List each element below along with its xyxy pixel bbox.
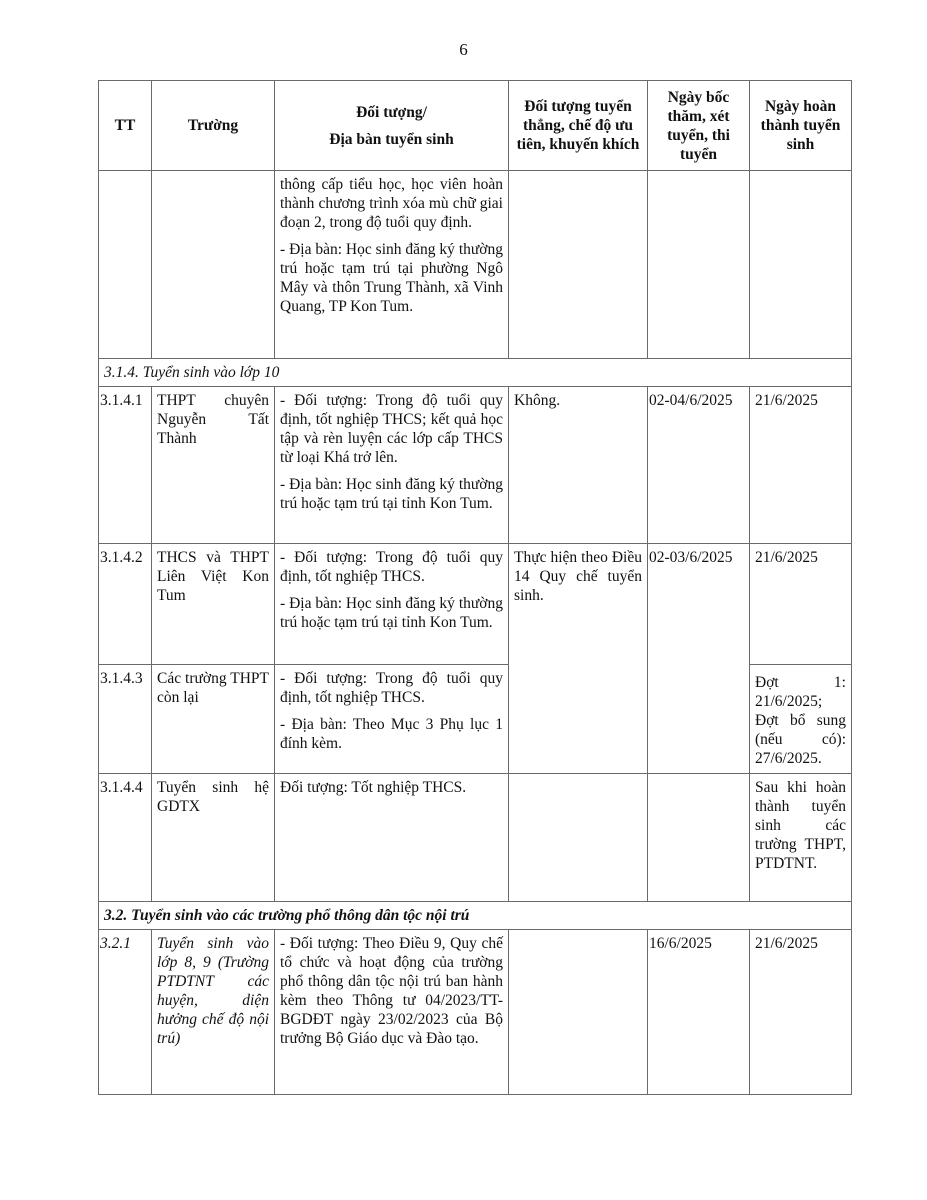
cell-tt: [99, 171, 152, 359]
cell-tt: 3.2.1: [99, 930, 152, 1095]
target-paragraph: Đối tượng: Tốt nghiệp THCS.: [280, 779, 467, 796]
cell-priority: [509, 930, 648, 1095]
cell-priority: Thực hiện theo Điều 14 Quy chế tuyển sinh.: [509, 544, 648, 774]
header-target: [275, 81, 509, 171]
cell-exam-date: 02-04/6/2025: [648, 387, 750, 544]
target-paragraph: - Địa bàn: Học sinh đăng ký thường trú hoặc tạm trú tại phường Ngô Mây và thôn Trung Thành, xã Vinh Quang, TP Kon Tum.: [280, 241, 503, 315]
table-row-continuation: [99, 171, 852, 359]
cell-school: THCS và THPT Liên Việt Kon Tum: [152, 544, 275, 665]
target-paragraph: - Đối tượng: Trong độ tuổi quy định, tốt nghiệp THCS.: [280, 670, 503, 706]
cell-tt: 3.1.4.4: [99, 774, 152, 902]
cell-school: Tuyển sinh vào lớp 8, 9 (Trường PTDTNT các huyện, diện hưởng chế độ nội trú): [152, 930, 275, 1095]
cell-complete-date: 21/6/2025: [750, 387, 852, 544]
cell-school: Các trường THPT còn lại: [152, 665, 275, 774]
section-title: 3.1.4. Tuyển sinh vào lớp 10: [99, 359, 852, 387]
cell-target: [275, 171, 509, 359]
section-row-3-2: [99, 902, 852, 930]
header-tt: TT: [99, 81, 152, 171]
cell-priority: [509, 774, 648, 902]
cell-target: [275, 930, 509, 1095]
header-exam-date: Ngày bốc thăm, xét tuyển, thi tuyển: [648, 81, 750, 171]
cell-exam-date: 16/6/2025: [648, 930, 750, 1095]
cell-complete-date: [750, 171, 852, 359]
admissions-schedule-table: [98, 80, 852, 1095]
table-header-row: [99, 81, 852, 171]
section-row-3-1-4: [99, 359, 852, 387]
cell-school: Tuyển sinh hệ GDTX: [152, 774, 275, 902]
cell-exam-date: 02-03/6/2025: [648, 544, 750, 774]
header-school: Trường: [152, 81, 275, 171]
cell-priority: [509, 171, 648, 359]
header-priority: Đối tượng tuyển thẳng, chế độ ưu tiên, khuyến khích: [509, 81, 648, 171]
target-paragraph: - Đối tượng: Trong độ tuổi quy định, tốt nghiệp THCS.: [280, 549, 503, 585]
cell-exam-date: [648, 774, 750, 902]
cell-priority: Không.: [509, 387, 648, 544]
cell-target: [275, 387, 509, 544]
table-row: [99, 930, 852, 1095]
header-target-line2: Địa bàn tuyển sinh: [329, 130, 454, 148]
cell-tt: 3.1.4.2: [99, 544, 152, 665]
cell-tt: 3.1.4.3: [99, 665, 152, 774]
header-complete-date: Ngày hoàn thành tuyển sinh: [750, 81, 852, 171]
target-paragraph: - Đối tượng: Trong độ tuổi quy định, tốt nghiệp THCS; kết quả học tập và rèn luyện các lớp cấp THCS từ loại Khá trở lên.: [280, 392, 503, 466]
target-paragraph: thông cấp tiểu học, học viên hoàn thành chương trình xóa mù chữ giai đoạn 2, trong độ tuổi quy định.: [280, 176, 503, 231]
cell-complete-date: 21/6/2025: [750, 930, 852, 1095]
cell-target: [275, 774, 509, 902]
cell-complete-date: 21/6/2025: [750, 544, 852, 665]
cell-complete-date: Sau khi hoàn thành tuyển sinh các trường THPT, PTDTNT.: [750, 774, 852, 902]
page-number: 6: [459, 40, 468, 59]
target-paragraph: - Đối tượng: Theo Điều 9, Quy chế tổ chức và hoạt động của trường phổ thông dân tộc nội trú ban hành kèm theo Thông tư 04/2023/TT-BGDĐT ngày 23/02/2023 của Bộ trưởng Bộ Giáo dục và Đào tạo.: [280, 935, 503, 1047]
target-paragraph: - Địa bàn: Học sinh đăng ký thường trú hoặc tạm trú tại tỉnh Kon Tum.: [280, 595, 503, 631]
table-row: [99, 387, 852, 544]
cell-complete-date: Đợt 1: 21/6/2025; Đợt bổ sung (nếu có): 27/6/2025.: [750, 665, 852, 774]
cell-target: [275, 544, 509, 665]
header-target-line1: Đối tượng/: [356, 103, 427, 121]
cell-target: [275, 665, 509, 774]
table-row: [99, 774, 852, 902]
cell-exam-date: [648, 171, 750, 359]
cell-tt: 3.1.4.1: [99, 387, 152, 544]
table-row: [99, 544, 852, 665]
cell-school: [152, 171, 275, 359]
section-title: 3.2. Tuyển sinh vào các trường phổ thông dân tộc nội trú: [99, 902, 852, 930]
target-paragraph: - Địa bàn: Học sinh đăng ký thường trú hoặc tạm trú tại tỉnh Kon Tum.: [280, 476, 503, 512]
cell-school: THPT chuyên Nguyễn Tất Thành: [152, 387, 275, 544]
target-paragraph: - Địa bàn: Theo Mục 3 Phụ lục 1 đính kèm.: [280, 716, 503, 752]
